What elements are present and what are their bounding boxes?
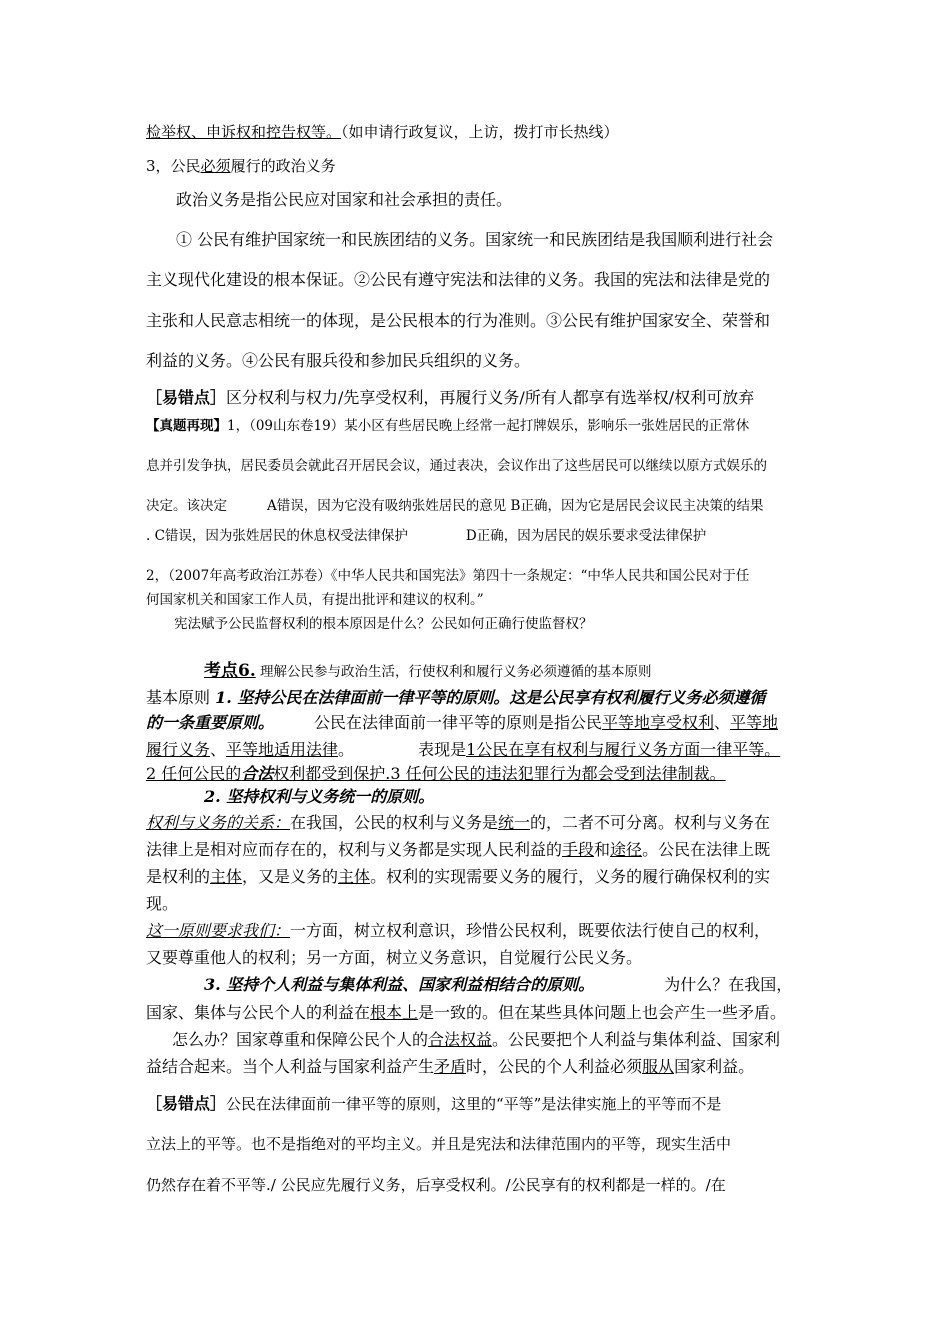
text-span: 在我国，公民的权利与义务是 bbox=[290, 813, 499, 832]
paragraph-line bbox=[146, 1057, 754, 1077]
text-span: 的，二者不可分离。权利与义务在 bbox=[530, 813, 771, 832]
text-span: 一方面，树立权利意识，珍惜公民权利，既要依法行使自己的权利， bbox=[290, 921, 771, 940]
text-line-rights bbox=[146, 122, 619, 142]
answer-option-d: D正确，因为居民的娱乐要求受法律保护 bbox=[465, 528, 707, 544]
paragraph-line bbox=[146, 813, 770, 833]
paragraph-line: 何国家机关和国家工作人员，有提出批评和建议的权利。” bbox=[146, 592, 484, 608]
answer-options-line bbox=[146, 526, 706, 546]
paragraph-line: 又要尊重他人的权利；另一方面，树立义务意识，自觉履行公民义务。 bbox=[146, 948, 643, 967]
paragraph-line bbox=[146, 713, 778, 733]
text-span: 怎么办？国家尊重和保障公民个人的 bbox=[172, 1030, 429, 1049]
underlined-phrase: 检举权、申诉权和控告权等。 bbox=[146, 123, 342, 141]
text-span: 和 bbox=[594, 840, 611, 859]
paragraph-line bbox=[146, 1003, 786, 1023]
text-span: （如申请行政复议，上访，拨打市长热线） bbox=[341, 123, 619, 141]
mistake-tag: ［易错点］ bbox=[146, 388, 227, 407]
text-span: 理解公民参与政治生活，行使权利和履行义务必须遵循的基本原则 bbox=[255, 664, 652, 680]
underlined-phrase: 平等地适用法律 bbox=[226, 740, 339, 759]
text-span: 1，（09山东卷19）某小区有些居民晚上经常一起打牌娱乐，影响乐一张姓居民的正常休 bbox=[227, 418, 750, 434]
common-mistakes-note bbox=[146, 1094, 721, 1114]
underlined-phrase: 主体 bbox=[338, 867, 371, 886]
text-span: 。 bbox=[338, 740, 355, 759]
underlined-phrase: 权利与义务的关系： bbox=[146, 813, 291, 832]
section-heading-political-duty bbox=[146, 156, 336, 176]
answer-options-line bbox=[146, 496, 763, 516]
paragraph-line bbox=[146, 921, 770, 941]
paragraph-line: 息并引发争执，居民委员会就此召开居民会议，通过表决，会议作出了这些居民可以继续以原方式娱乐的 bbox=[146, 458, 767, 474]
text-span: 法律上是相对应而存在的，权利与义务都是实现人民利益的 bbox=[146, 840, 563, 859]
answer-option-c: . C错误，因为张姓居民的休息权受法律保护 bbox=[146, 528, 408, 544]
text-span: 基本原则 bbox=[146, 688, 216, 707]
underlined-phrase: 根本上 bbox=[370, 1003, 419, 1022]
text-span: 、 bbox=[210, 740, 227, 759]
underlined-phrase: 1公民在享有权利与履行义务方面一律平等。 bbox=[466, 740, 781, 759]
kaodian-heading bbox=[204, 661, 652, 682]
paragraph-line bbox=[146, 740, 780, 760]
text-span: ，又是义务的 bbox=[242, 867, 339, 886]
text-span: 表现是 bbox=[418, 740, 467, 759]
common-mistakes-note bbox=[146, 388, 754, 408]
exam-tag: 【真题再现】 bbox=[146, 418, 227, 434]
paragraph-line: 立法上的平等。也不是指绝对的平均主义。并且是宪法和法律范围内的平等，现实生活中 bbox=[146, 1135, 732, 1153]
underlined-phrase: 权利都受到保护.3 任何公民的违法犯罪行为都会受到法律制裁。 bbox=[273, 764, 726, 783]
principle-3-heading bbox=[204, 975, 792, 995]
underlined-phrase: 服从 bbox=[642, 1057, 675, 1076]
text-span: 国家利益。 bbox=[674, 1057, 755, 1076]
paragraph-line bbox=[146, 867, 770, 887]
principle-title: 3. 坚持个人利益与集体利益、国家利益相结合的原则。 bbox=[204, 975, 595, 994]
exam-question-2: 2，（2007年高考政治江苏卷）《中华人民共和国宪法》第四十一条规定：“中华人民共和国公民对于任 bbox=[146, 568, 750, 584]
underlined-phrase: 这一原则要求我们： bbox=[146, 921, 291, 940]
paragraph-line bbox=[146, 840, 770, 860]
paragraph-line bbox=[146, 764, 726, 784]
question-prompt: 宪法赋予公民监督权利的根本原因是什么？公民如何正确行使监督权？ bbox=[174, 616, 593, 632]
underlined-phrase: 途径 bbox=[610, 840, 643, 859]
text-span: 为什么？在我国， bbox=[664, 975, 793, 994]
text-span: 是一致的。但在某些具体问题上也会产生一些矛盾。 bbox=[418, 1003, 787, 1022]
text-span: 。公民要把个人利益与集体利益、国家利 bbox=[492, 1030, 781, 1049]
underlined-phrase: 平等地享受权利 bbox=[602, 713, 715, 732]
text-span: 履行的政治义务 bbox=[230, 157, 336, 175]
text-span: 公民在法律面前一律平等的原则是指公民 bbox=[314, 713, 603, 732]
paragraph-line: 利益的义务。④公民有服兵役和参加民兵组织的义务。 bbox=[146, 351, 531, 370]
underlined-phrase: 平等地 bbox=[730, 713, 779, 732]
text-span: 公民在法律面前一律平等的原则，这里的“平等”是法律实施上的平等而不是 bbox=[226, 1095, 722, 1113]
underlined-phrase: 手段 bbox=[562, 840, 595, 859]
text-span: 国家、集体与公民个人的利益在 bbox=[146, 1003, 371, 1022]
exam-question-1 bbox=[146, 416, 749, 436]
underlined-phrase: 合法权益 bbox=[428, 1030, 493, 1049]
underlined-phrase: 必须 bbox=[200, 157, 231, 175]
text-span: 是权利的 bbox=[146, 867, 211, 886]
text-span: 时，公民的个人利益必须 bbox=[466, 1057, 643, 1076]
paragraph-line: 仍然存在着不平等./ 公民应先履行义务，后享受权利。/公民享有的权利都是一样的。/在 bbox=[146, 1176, 726, 1194]
principle-2-heading bbox=[204, 787, 434, 807]
paragraph-line: 主义现代化建设的根本保证。②公民有遵守宪法和法律的义务。我国的宪法和法律是党的 bbox=[146, 270, 771, 289]
underlined-phrase: 矛盾 bbox=[434, 1057, 467, 1076]
paragraph-line: 政治义务是指公民应对国家和社会承担的责任。 bbox=[176, 190, 513, 209]
underlined-phrase: 合法 bbox=[241, 764, 274, 783]
text-span: 区分权利与权力/先享受权利，再履行义务/所有人都享有选举权/权利可放弃 bbox=[226, 388, 755, 407]
principle-title: 2. 坚持权利与义务统一的原则。 bbox=[204, 787, 435, 806]
underlined-phrase: 2 任何公民的 bbox=[146, 764, 242, 783]
underlined-phrase: 履行义务 bbox=[146, 740, 211, 759]
paragraph-line: ① 公民有维护国家统一和民族团结的义务。国家统一和民族团结是我国顺利进行社会 bbox=[176, 230, 774, 249]
text-span: 。公民在法律上既 bbox=[642, 840, 771, 859]
underlined-phrase: 主体 bbox=[210, 867, 243, 886]
mistake-tag: ［易错点］ bbox=[146, 1094, 227, 1113]
text-span: 益结合起来。当个人利益与国家利益产生 bbox=[146, 1057, 435, 1076]
paragraph-line: 现。 bbox=[146, 894, 179, 913]
text-span: 3，公民 bbox=[146, 157, 201, 175]
kaodian-tag: 考点6. bbox=[204, 661, 256, 681]
text-span: 。权利的实现需要义务的履行，义务的履行确保权利的实 bbox=[370, 867, 771, 886]
paragraph-line bbox=[172, 1030, 780, 1050]
underlined-phrase: 统一 bbox=[498, 813, 531, 832]
answer-options: A错误，因为它没有吸纳张姓居民的意见 B正确，因为它是居民会议民主决策的结果 bbox=[267, 498, 764, 514]
text-span: 决定。该决定 bbox=[146, 498, 227, 514]
paragraph-line: 主张和人民意志相统一的体现，是公民根本的行为准则。③公民有维护国家安全、荣誉和 bbox=[146, 311, 771, 330]
text-span: 、 bbox=[714, 713, 731, 732]
principle-1-heading bbox=[146, 688, 765, 708]
principle-title: 的一条重要原则。 bbox=[146, 713, 275, 732]
principle-title: 1. 坚持公民在法律面前一律平等的原则。这是公民享有权利履行义务必须遵循 bbox=[215, 688, 766, 707]
